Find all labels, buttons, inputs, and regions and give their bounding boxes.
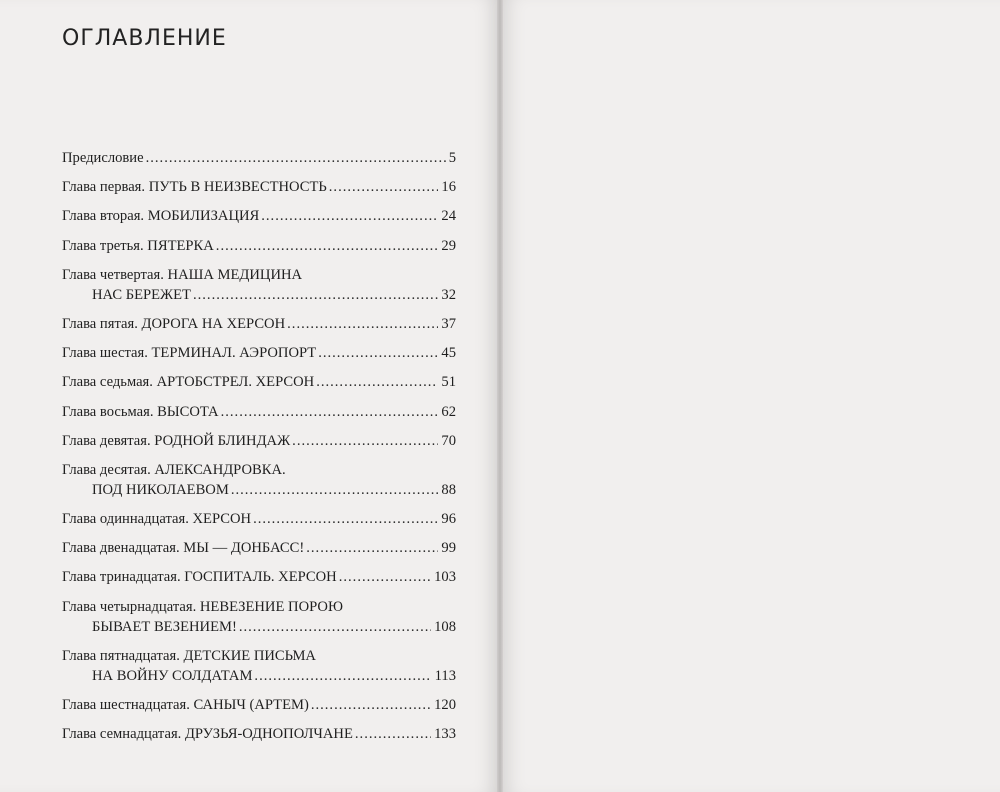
toc-entry-leader-line: [62, 206, 456, 226]
toc-page-number: 29: [441, 237, 456, 254]
toc-page-number: 16: [441, 179, 456, 196]
dot-leader: [231, 480, 439, 500]
toc-entry: [62, 314, 456, 334]
toc-entry-leader-line: [62, 480, 456, 500]
dot-leader: [261, 206, 438, 226]
dot-leader: [221, 402, 439, 422]
toc-entry-title: НА ВОЙНУ СОЛДАТАМ: [92, 667, 253, 684]
toc-entry-leader-line: [62, 372, 456, 392]
toc-entry: [62, 177, 456, 197]
toc-entry-title: Глава одиннадцатая. ХЕРСОН: [62, 511, 252, 528]
toc-entry-leader-line: [62, 314, 456, 334]
toc-page-number: 120: [434, 697, 456, 713]
toc-list-left: [62, 148, 456, 753]
toc-entry: [62, 567, 456, 587]
dot-leader: [146, 148, 446, 168]
toc-entry-title: Глава шестнадцатая. САНЫЧ (АРТЕМ): [62, 697, 309, 713]
toc-page-number: 96: [441, 511, 456, 528]
dot-leader: [329, 177, 439, 197]
toc-entry: [62, 236, 456, 256]
dot-leader: [253, 509, 438, 529]
toc-entry-title: БЫВАЕТ ВЕЗЕНИЕМ!: [92, 618, 237, 635]
toc-entry-leader-line: [62, 695, 456, 715]
toc-entry: [62, 402, 456, 422]
toc-entry-title-line: Глава четвертая. НАША МЕДИЦИНА: [62, 266, 303, 283]
toc-page-number: 62: [441, 403, 456, 420]
toc-entry-leader-line: [62, 538, 456, 558]
toc-entry: [62, 206, 456, 226]
toc-page-number: 108: [434, 618, 456, 635]
dot-leader: [254, 666, 431, 686]
toc-entry-leader-line: [62, 567, 456, 587]
right-page: [500, 0, 1000, 792]
toc-entry-title-line: Глава пятнадцатая. ДЕТСКИЕ ПИСЬМА: [62, 647, 316, 664]
toc-entry-title: Глава первая. ПУТЬ В НЕИЗВЕСТНОСТЬ: [62, 179, 327, 196]
toc-page-number: 70: [441, 432, 456, 449]
toc-entry-title: Глава седьмая. АРТОБСТРЕЛ. ХЕРСОН: [62, 374, 315, 391]
toc-entry: [62, 148, 456, 168]
toc-page-number: 133: [434, 726, 456, 743]
toc-entry: [62, 343, 456, 363]
toc-entry-title: ПОД НИКОЛАЕВОМ: [92, 481, 229, 498]
toc-entry-leader-line: [62, 666, 456, 686]
toc-page-number: 99: [441, 540, 456, 557]
toc-entry-title: Предисловие: [62, 150, 144, 166]
toc-entry-title: Глава шестая. ТЕРМИНАЛ. АЭРОПОРТ: [62, 345, 317, 362]
toc-entry-title-line: Глава четырнадцатая. НЕВЕЗЕНИЕ ПОРОЮ: [62, 598, 343, 615]
toc-page-number: 103: [434, 569, 456, 586]
toc-entry-leader-line: [62, 148, 456, 168]
toc-entry-leader-line: [62, 343, 456, 363]
toc-entry-leader-line: [62, 236, 456, 256]
toc-entry-title: Глава восьмая. ВЫСОТА: [62, 403, 219, 420]
toc-entry: [62, 265, 456, 305]
toc-entry-leader-line: [62, 724, 456, 744]
toc-entry-title: НАС БЕРЕЖЕТ: [92, 286, 191, 303]
dot-leader: [306, 538, 438, 558]
toc-entry-leader-line: [62, 402, 456, 422]
toc-entry-title: Глава третья. ПЯТЕРКА: [62, 237, 214, 254]
page-title: ОГЛАВЛЕНИЕ: [62, 26, 227, 51]
toc-page-number: 5: [448, 150, 456, 166]
toc-page-number: 45: [441, 345, 456, 362]
toc-entry: [62, 597, 456, 637]
dot-leader: [287, 314, 438, 334]
toc-page-number: 88: [441, 481, 456, 498]
toc-entry-leader-line: [62, 285, 456, 305]
dot-leader: [316, 372, 438, 392]
dot-leader: [292, 431, 438, 451]
toc-entry: [62, 460, 456, 500]
dot-leader: [311, 695, 431, 715]
toc-entry-title-line: Глава десятая. АЛЕКСАНДРОВКА.: [62, 461, 286, 478]
toc-entry-title: Глава девятая. РОДНОЙ БЛИНДАЖ: [62, 432, 291, 449]
book-gutter: [497, 0, 503, 792]
dot-leader: [239, 617, 431, 637]
dot-leader: [193, 285, 438, 305]
toc-entry-leader-line: [62, 177, 456, 197]
toc-entry-leader-line: [62, 509, 456, 529]
toc-entry: [62, 695, 456, 715]
dot-leader: [318, 343, 438, 363]
toc-entry-title: Глава двенадцатая. МЫ — ДОНБАСС!: [62, 540, 305, 557]
toc-entry-title: Глава семнадцатая. ДРУЗЬЯ-ОДНОПОЛЧАНЕ: [62, 726, 353, 743]
toc-entry-title: Глава пятая. ДОРОГА НА ХЕРСОН: [62, 315, 286, 332]
toc-entry: [62, 509, 456, 529]
toc-entry-leader-line: [62, 617, 456, 637]
dot-leader: [216, 236, 439, 256]
toc-entry-leader-line: [62, 431, 456, 451]
toc-entry: [62, 724, 456, 744]
toc-entry: [62, 646, 456, 686]
toc-entry: [62, 538, 456, 558]
toc-page-number: 113: [434, 667, 456, 684]
toc-page-number: 37: [441, 315, 456, 332]
dot-leader: [355, 724, 431, 744]
toc-entry: [62, 372, 456, 392]
toc-page-number: 51: [441, 374, 456, 391]
toc-page-number: 24: [441, 208, 456, 225]
toc-page-number: 32: [441, 286, 456, 303]
dot-leader: [339, 567, 431, 587]
toc-entry: [62, 431, 456, 451]
toc-entry-title: Глава тринадцатая. ГОСПИТАЛЬ. ХЕРСОН: [62, 569, 337, 586]
toc-entry-title: Глава вторая. МОБИЛИЗАЦИЯ: [62, 208, 260, 225]
